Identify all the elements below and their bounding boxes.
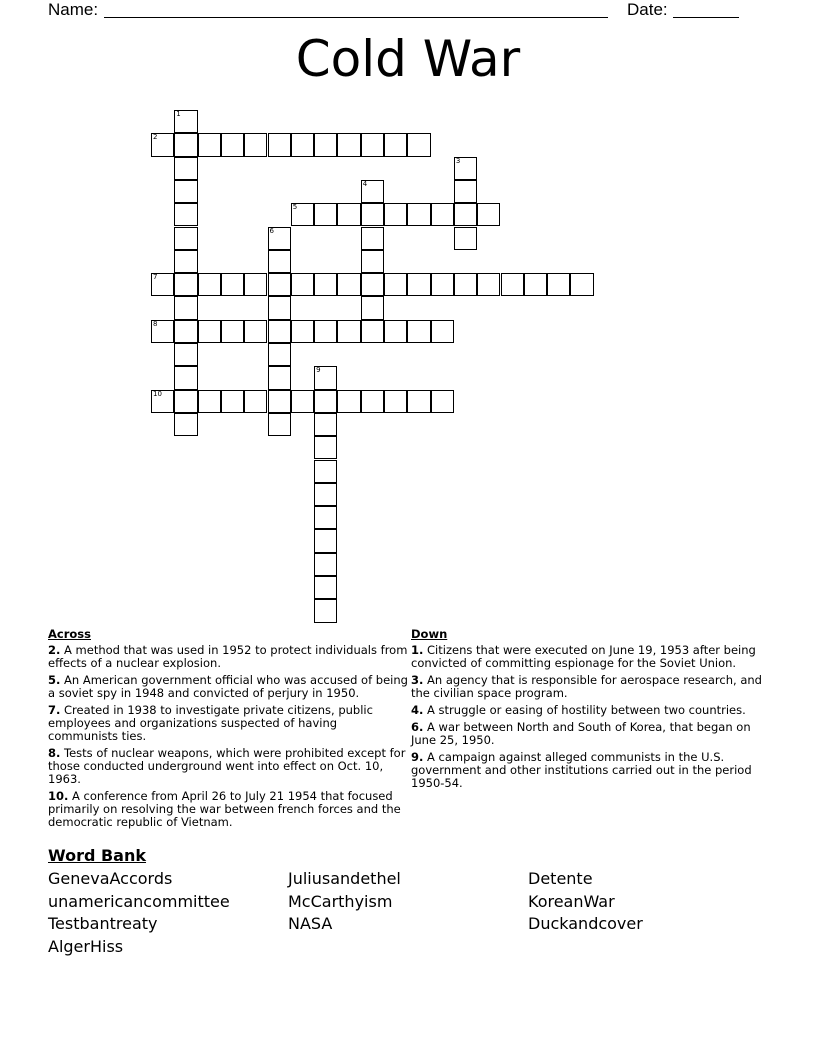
word-bank-item: GenevaAccords	[48, 869, 173, 888]
grid-cell[interactable]	[268, 133, 291, 156]
clue-num: 9.	[411, 750, 424, 764]
grid-cell[interactable]	[384, 133, 407, 156]
grid-cell[interactable]	[221, 273, 244, 296]
clue-text: An American government official who was accused of being a soviet spy in 1948 and convicted of perjury in 1950.	[48, 673, 408, 700]
grid-cell[interactable]	[314, 413, 337, 436]
clue-number: 5	[292, 203, 298, 212]
grid-cell[interactable]	[477, 273, 500, 296]
grid-cell[interactable]	[431, 390, 454, 413]
clue-text: Created in 1938 to investigate private citizens, public employees and organizations suspected of having communists ties.	[48, 703, 373, 743]
grid-cell[interactable]	[314, 460, 337, 483]
grid-cell[interactable]	[570, 273, 593, 296]
grid-cell[interactable]	[314, 553, 337, 576]
grid-cell[interactable]	[337, 273, 360, 296]
grid-cell[interactable]	[431, 203, 454, 226]
grid-cell[interactable]	[291, 133, 314, 156]
grid-cell[interactable]	[244, 320, 267, 343]
grid-cell[interactable]	[174, 227, 197, 250]
grid-cell[interactable]	[198, 273, 221, 296]
clue-item	[48, 644, 408, 670]
grid-cell[interactable]	[314, 599, 337, 622]
grid-cell[interactable]	[174, 390, 197, 413]
clue-item	[411, 644, 766, 670]
grid-cell[interactable]	[361, 180, 384, 203]
grid-cell[interactable]	[361, 273, 384, 296]
grid-cell[interactable]	[501, 273, 524, 296]
grid-cell[interactable]	[268, 320, 291, 343]
grid-cell[interactable]	[221, 320, 244, 343]
grid-cell[interactable]	[314, 390, 337, 413]
word-bank-item: Testbantreaty	[48, 914, 158, 934]
across-clues	[48, 628, 408, 833]
word-bank-item: AlgerHiss	[48, 937, 124, 957]
clue-item	[411, 751, 766, 790]
clue-item	[48, 747, 408, 786]
word-bank-heading: Word Bank	[48, 846, 147, 865]
grid-cell[interactable]	[384, 320, 407, 343]
grid-cell[interactable]	[174, 110, 197, 133]
grid-cell[interactable]	[314, 436, 337, 459]
clue-number: 7	[153, 273, 158, 282]
grid-cell[interactable]	[174, 366, 197, 389]
grid-cell[interactable]	[454, 203, 477, 226]
grid-cell[interactable]	[244, 390, 267, 413]
grid-cell[interactable]	[314, 576, 337, 599]
grid-cell[interactable]	[524, 273, 547, 296]
clue-num: 8.	[48, 746, 61, 760]
grid-cell[interactable]	[454, 180, 477, 203]
grid-cell[interactable]	[547, 273, 570, 296]
clue-num: 10.	[48, 789, 69, 803]
grid-cell[interactable]	[268, 343, 291, 366]
grid-cell[interactable]	[431, 273, 454, 296]
grid-cell[interactable]	[151, 133, 174, 156]
grid-cell[interactable]	[361, 250, 384, 273]
grid-cell[interactable]	[361, 227, 384, 250]
grid-cell[interactable]	[291, 390, 314, 413]
grid-cell[interactable]	[407, 390, 430, 413]
clue-text: A struggle or easing of hostility between two countries.	[427, 703, 746, 717]
clue-num: 6.	[411, 720, 424, 734]
page-title: Cold War	[295, 30, 521, 88]
grid-cell[interactable]	[174, 133, 197, 156]
grid-cell[interactable]	[407, 273, 430, 296]
grid-cell[interactable]	[268, 227, 291, 250]
grid-cell[interactable]	[151, 390, 174, 413]
grid-cell[interactable]	[174, 203, 197, 226]
clue-number: 4	[362, 179, 368, 188]
grid-cell[interactable]	[244, 273, 267, 296]
grid-cell[interactable]	[361, 133, 384, 156]
grid-cell[interactable]	[174, 343, 197, 366]
grid-cell[interactable]	[361, 390, 384, 413]
word-bank-item: Detente	[528, 869, 593, 888]
word-bank-item: McCarthyism	[288, 891, 393, 911]
grid-cell[interactable]	[407, 320, 430, 343]
clue-number: 8	[153, 319, 158, 328]
grid-cell[interactable]	[454, 227, 477, 250]
across-heading: Across	[48, 627, 91, 641]
grid-cell[interactable]	[174, 180, 197, 203]
grid-cell[interactable]	[314, 529, 337, 552]
grid-cell[interactable]	[384, 273, 407, 296]
grid-cell[interactable]	[291, 273, 314, 296]
down-clues	[411, 628, 766, 794]
grid-cell[interactable]	[291, 320, 314, 343]
grid-cell[interactable]	[314, 366, 337, 389]
grid-cell[interactable]	[407, 133, 430, 156]
grid-cell[interactable]	[361, 203, 384, 226]
grid-cell[interactable]	[361, 296, 384, 319]
clue-num: 1.	[411, 643, 424, 657]
clue-number: 2	[153, 133, 158, 142]
grid-cell[interactable]	[151, 320, 174, 343]
grid-cell[interactable]	[198, 133, 221, 156]
clue-num: 4.	[411, 703, 424, 717]
clue-num: 2.	[48, 643, 61, 657]
grid-cell[interactable]	[314, 506, 337, 529]
clue-text: A campaign against alleged communists in the U.S. government and other institutions carried out in the period 1950-54.	[411, 750, 752, 790]
clue-text: A war between North and South of Korea, that began on June 25, 1950.	[411, 720, 751, 747]
word-bank-item: Juliusandethel	[288, 869, 401, 888]
clue-item	[411, 704, 766, 717]
grid-cell[interactable]	[337, 320, 360, 343]
grid-cell[interactable]	[221, 390, 244, 413]
grid-cell[interactable]	[174, 273, 197, 296]
clue-num: 7.	[48, 703, 61, 717]
grid-cell[interactable]	[314, 203, 337, 226]
grid-cell[interactable]	[174, 250, 197, 273]
grid-cell[interactable]	[268, 390, 291, 413]
grid-cell[interactable]	[454, 157, 477, 180]
grid-cell[interactable]	[454, 273, 477, 296]
clue-number: 6	[269, 226, 274, 235]
grid-cell[interactable]	[268, 273, 291, 296]
clue-item	[411, 721, 766, 747]
grid-cell[interactable]	[407, 203, 430, 226]
grid-cell[interactable]	[337, 203, 360, 226]
grid-cell[interactable]	[268, 413, 291, 436]
grid-cell[interactable]	[477, 203, 500, 226]
grid-cell[interactable]	[174, 320, 197, 343]
grid-cell[interactable]	[174, 296, 197, 319]
word-bank	[48, 846, 768, 957]
grid-cell[interactable]	[361, 320, 384, 343]
word-bank-column	[288, 868, 401, 936]
clue-text: Citizens that were executed on June 19, 1953 after being convicted of committing espionage for the Soviet Union.	[411, 643, 756, 670]
clue-number: 10	[153, 389, 162, 398]
grid-cell[interactable]	[314, 320, 337, 343]
word-bank-item: NASA	[288, 914, 333, 934]
word-bank-column	[528, 868, 643, 936]
grid-cell[interactable]	[221, 133, 244, 156]
word-bank-column	[48, 868, 230, 959]
word-bank-item: Duckandcover	[528, 914, 643, 934]
clue-item	[411, 674, 766, 700]
clue-number: 1	[176, 110, 181, 118]
word-bank-item: KoreanWar	[528, 891, 615, 911]
grid-cell[interactable]	[431, 320, 454, 343]
grid-cell[interactable]	[384, 390, 407, 413]
grid-cell[interactable]	[198, 320, 221, 343]
grid-cell[interactable]	[244, 133, 267, 156]
clue-num: 5.	[48, 673, 61, 687]
clue-text: Tests of nuclear weapons, which were prohibited except for those conducted underground went into effect on Oct. 10, 1963.	[48, 746, 406, 786]
grid-cell[interactable]	[314, 483, 337, 506]
clue-item	[48, 674, 408, 700]
clue-item	[48, 704, 408, 743]
word-bank-item: unamericancommittee	[48, 891, 230, 911]
grid-cell[interactable]	[151, 273, 174, 296]
grid-cell[interactable]	[384, 203, 407, 226]
clue-number: 3	[455, 156, 461, 165]
grid-cell[interactable]	[337, 390, 360, 413]
grid-cell[interactable]	[337, 133, 360, 156]
down-heading: Down	[411, 627, 448, 641]
date-label: Date:	[627, 0, 668, 19]
grid-cell[interactable]	[268, 250, 291, 273]
clue-text: A method that was used in 1952 to protect individuals from effects of a nuclear explosion.	[48, 643, 408, 670]
grid-cell[interactable]	[291, 203, 314, 226]
clue-text: A conference from April 26 to July 21 1954 that focused primarily on resolving the war between french forces and the democratic republic of Vietnam.	[48, 789, 401, 829]
grid-cell[interactable]	[268, 296, 291, 319]
grid-cell[interactable]	[198, 390, 221, 413]
grid-cell[interactable]	[174, 413, 197, 436]
grid-cell[interactable]	[174, 157, 197, 180]
clue-item	[48, 790, 408, 829]
grid-cell[interactable]	[268, 366, 291, 389]
clue-num: 3.	[411, 673, 424, 687]
name-label: Name:	[48, 0, 99, 19]
clue-text: An agency that is responsible for aerospace research, and the civilian space program.	[411, 673, 762, 700]
clue-number: 9	[316, 366, 321, 375]
grid-cell[interactable]	[314, 133, 337, 156]
grid-cell[interactable]	[314, 273, 337, 296]
